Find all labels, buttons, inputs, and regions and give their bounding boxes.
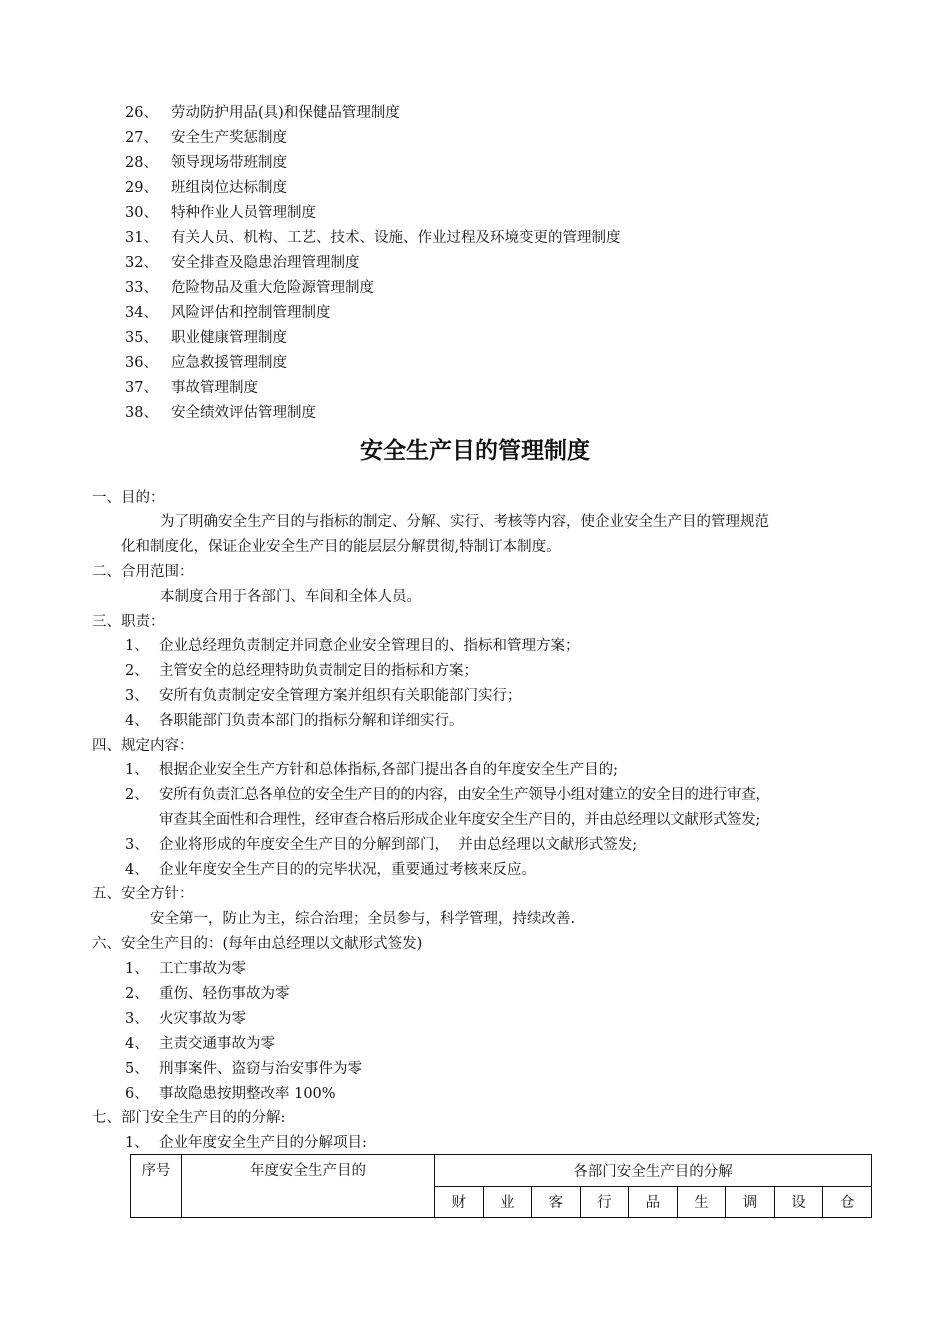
list-item-text: 根据企业安全生产方针和总体指标,各部门提出各自的年度安全生产目的; [159,762,618,778]
list-item-text: 特种作业人员管理制度 [171,205,316,221]
list-item-text: 企业将形成的年度安全生产目的分解到部门， 并由总经理以文献形式签发; [159,837,638,853]
column-header-seq: 序号 [131,1155,182,1218]
list-item-text: 安全排查及隐患治理管理制度 [171,255,360,271]
list-item-number: 3、 [125,1011,149,1027]
list-item-text: 企业总经理负责制定并同意企业安全管理目的、指标和管理方案； [159,638,580,654]
list-item-number: 29、 [125,180,158,196]
list-item-number: 4、 [125,713,149,729]
list-item-number: 4、 [125,862,149,878]
dept-header-cell: 调 [726,1186,775,1218]
list-item-number: 37、 [125,380,158,396]
list-item-number: 27、 [125,130,158,146]
list-item-number: 3、 [125,688,149,704]
section-heading-provisions: 四、规定内容： [92,738,194,754]
list-item-number: 4、 [125,1036,149,1052]
list-item-number: 33、 [125,280,158,296]
list-item-text: 火灾事故为零 [159,1011,246,1027]
section-heading-policy: 五、安全方针： [92,886,194,902]
paragraph-line: 为了明确安全生产目的与指标的制定、分解、实行、考核等内容，使企业安全生产目的管理规范 [160,514,769,530]
document-title: 安全生产目的管理制度 [360,438,590,464]
column-header-goal: 年度安全生产目的 [182,1155,435,1218]
list-item-number: 6、 [125,1086,149,1102]
list-item-text: 领导现场带班制度 [171,155,287,171]
list-item-text: 安所有负责汇总各单位的安全生产目的的内容，由安全生产领导小组对建立的安全目的进行审查， [159,787,770,803]
section-heading-goals: 六、安全生产目的：(每年由总经理以文献形式签发) [92,936,423,952]
dept-header-cell: 财 [435,1186,484,1218]
list-item-number: 30、 [125,205,158,221]
list-item-text: 企业年度安全生产目的的完毕状况，重要通过考核来反应。 [159,862,536,878]
column-header-departments: 各部门安全生产目的分解 [435,1155,872,1187]
list-item-text: 有关人员、机构、工艺、技术、设施、作业过程及环境变更的管理制度 [171,230,621,246]
list-item-text: 安所有负责制定安全管理方案并组织有关职能部门实行； [159,688,522,704]
dept-header-cell: 仓 [823,1186,872,1218]
list-item-number: 1、 [125,1135,149,1151]
list-item-number: 2、 [125,663,149,679]
list-item-text: 企业年度安全生产目的分解项目: [159,1135,367,1151]
dept-header-cell: 客 [532,1186,581,1218]
list-item-text: 风险评估和控制管理制度 [171,305,331,321]
list-item-number: 32、 [125,255,158,271]
list-item-text: 事故隐患按期整改率 100% [159,1086,336,1102]
section-heading-breakdown: 七、部门安全生产目的的分解: [92,1110,286,1126]
list-item-number: 2、 [125,986,149,1002]
list-item-number: 1、 [125,762,149,778]
paragraph-line: 安全第一，防止为主，综合治理；全员参与，科学管理，持续改善. [150,911,576,927]
list-item-text: 事故管理制度 [171,380,258,396]
paragraph-line: 本制度合用于各部门、车间和全体人员。 [160,589,421,605]
list-item-number: 5、 [125,1061,149,1077]
list-item-number: 1、 [125,961,149,977]
list-item-number: 28、 [125,155,158,171]
list-item-text: 刑事案件、盗窃与治安事件为零 [159,1061,362,1077]
section-heading-duties: 三、职责： [92,614,165,630]
list-item-number: 3、 [125,837,149,853]
list-item-text: 应急救援管理制度 [171,355,287,371]
list-item-text: 重伤、轻伤事故为零 [159,986,290,1002]
list-item-number: 36、 [125,355,158,371]
dept-header-cell: 业 [483,1186,532,1218]
list-item-text: 主管安全的总经理特助负责制定目的指标和方案； [159,663,478,679]
list-item-text: 各职能部门负责本部门的指标分解和详细实行。 [159,713,464,729]
list-item-text: 审查其全面性和合理性，经审查合格后形成企业年度安全生产目的，并由总经理以文献形式签发; [159,812,760,828]
list-item-text: 安全绩效评估管理制度 [171,405,316,421]
dept-header-cell: 设 [774,1186,823,1218]
paragraph-line: 化和制度化，保证企业安全生产目的能层层分解贯彻,特制订本制度。 [121,539,561,555]
list-item-text: 主责交通事故为零 [159,1036,275,1052]
list-item-number: 2、 [125,787,149,803]
dept-header-cell: 品 [629,1186,678,1218]
dept-header-cell: 行 [580,1186,629,1218]
dept-header-cell: 生 [677,1186,726,1218]
list-item-text: 危险物品及重大危险源管理制度 [171,280,374,296]
list-item-number: 34、 [125,305,158,321]
section-heading-purpose: 一、目的： [92,490,165,506]
list-item-text: 班组岗位达标制度 [171,180,287,196]
list-item-text: 劳动防护用品(具)和保健品管理制度 [171,105,400,121]
table-header-row [131,1155,872,1187]
section-heading-scope: 二、合用范围： [92,564,194,580]
list-item-number: 1、 [125,638,149,654]
list-item-text: 工亡事故为零 [159,961,246,977]
list-item-number: 31、 [125,230,158,246]
list-item-text: 安全生产奖惩制度 [171,130,287,146]
list-item-number: 35、 [125,330,158,346]
goal-breakdown-table [130,1154,872,1218]
list-item-number: 38、 [125,405,158,421]
list-item-text: 职业健康管理制度 [171,330,287,346]
list-item-number: 26、 [125,105,158,121]
